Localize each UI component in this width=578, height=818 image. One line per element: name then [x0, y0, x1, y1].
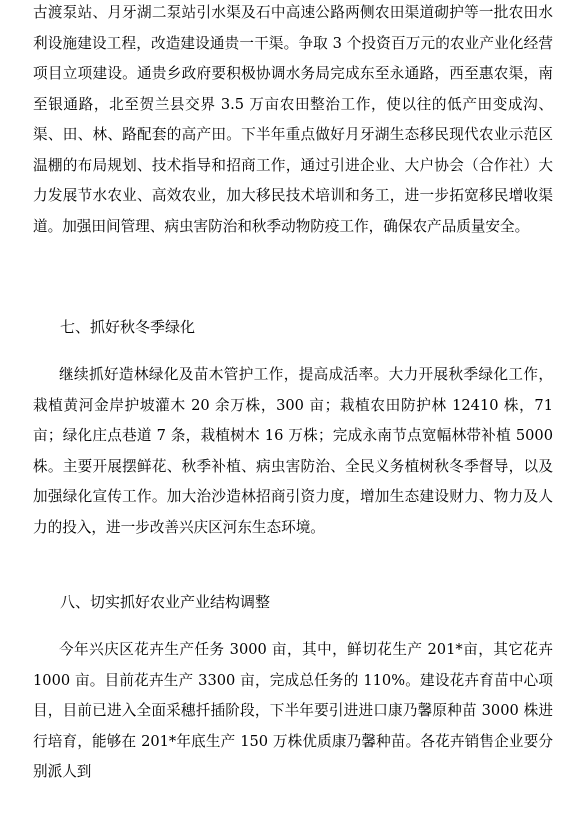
- paragraph-irrigation: 古渡泵站、月牙湖二泵站引水渠及石中高速公路两侧农田渠道砌护等一批农田水利设施建设工程，改造建设通贵一干渠。争取 3 个投资百万元的农业产业化经营项目立项建设。通贵乡政府要积极协调水务局完成东至永通路，西至惠农渠，南至银通路，北至贺兰县交界 3.5 万亩农田整治工作，使以往的低产田变成沟、渠、田、林、路配套的高产田。下半年重点做好月牙湖生态移民现代农业示范区温棚的布局规划、技术指导和招商工作，通过引进企业、大户协会（合作社）大力发展节水农业、高效农业，加大移民技术培训和务工，进一步拓宽移民增收渠道。加强田间管理、病虫害防治和秋季动物防疫工作，确保农产品质量安全。: [33, 4, 553, 235]
- paragraph-greening: 继续抓好造林绿化及苗木管护工作，提高成活率。大力开展秋季绿化工作，栽植黄河金岸护坡灌木 20 余万株，300 亩；栽植农田防护林 12410 株，71 亩；绿化庄点巷道 7 条，栽植树木 16 万株；完成永南节点宽幅林带补植 5000 株。主要开展摆鲜花、秋季补植、病虫害防治、全民义务植树秋冬季督导，以及加强绿化宣传工作。加大治沙造林招商引资力度，增加生态建设财力、物力及人力的投入，进一步改善兴庆区河东生态环境。: [33, 366, 553, 536]
- section-heading-agri-restructure: 八、切实抓好农业产业结构调整: [60, 593, 271, 611]
- paragraph-flowers: 今年兴庆区花卉生产任务 3000 亩，其中，鲜切花生产 201*亩，其它花卉 1000 亩。目前花卉生产 3300 亩，完成总任务的 110%。建设花卉育苗中心项目，目前已进入全面采穗扦插阶段，下半年要引进进口康乃馨原种苗 3000 株进行培育，能够在 201*年底生产 150 万株优质康乃馨种苗。各花卉销售企业要分别派人到: [33, 641, 553, 780]
- section-heading-autumn-greening: 七、抓好秋冬季绿化: [60, 318, 196, 336]
